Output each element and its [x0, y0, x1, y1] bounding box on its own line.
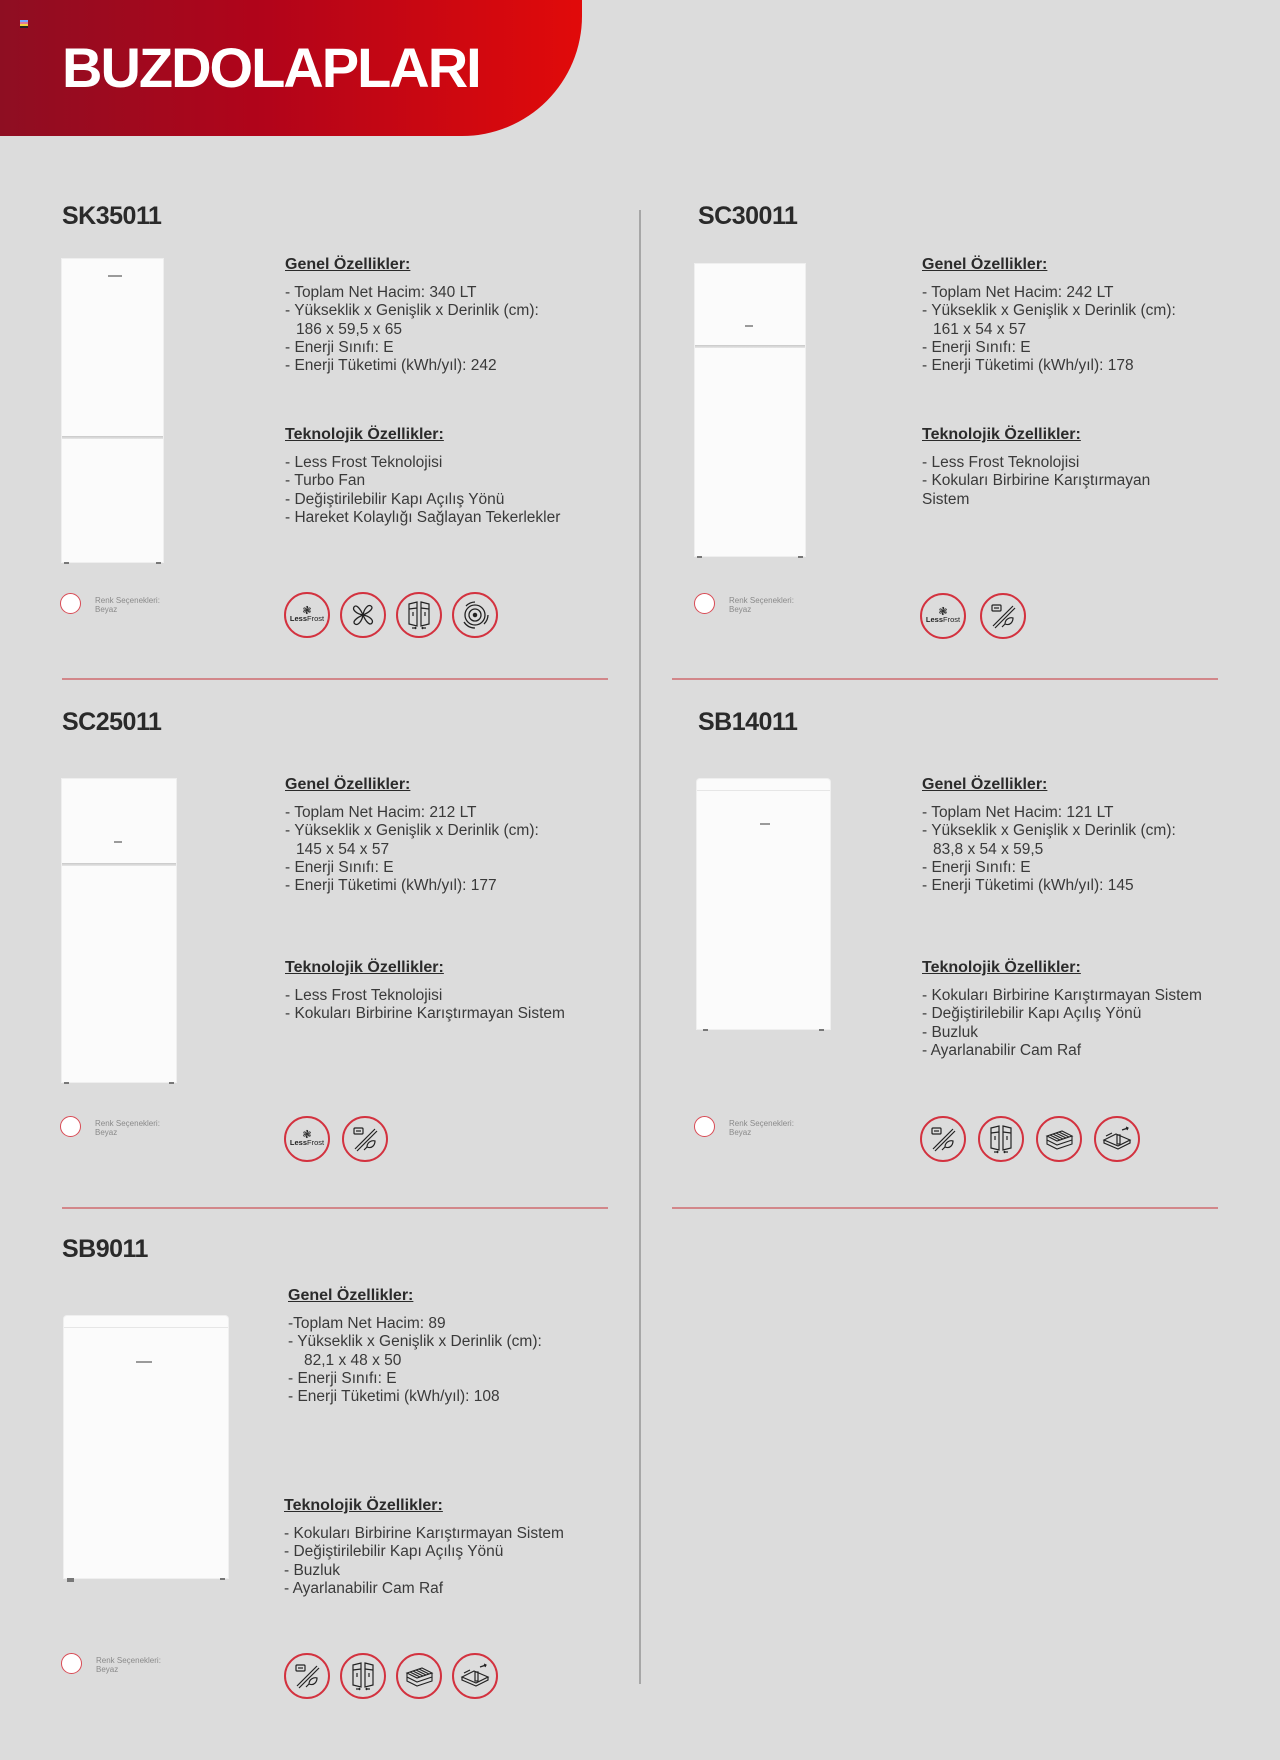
- tech-specs: [922, 426, 1150, 509]
- tech-specs: [285, 426, 560, 527]
- less-frost-icon: ❃ LessFrost: [920, 593, 966, 639]
- tech-item: - Buzluk: [284, 1561, 340, 1579]
- spec-dimensions: 83,8 x 54 x 59,5: [933, 840, 1044, 858]
- color-options-label: Renk Seçenekleri:: [95, 596, 160, 605]
- color-value: Beyaz: [729, 605, 752, 614]
- page-header-banner: [0, 0, 582, 136]
- model-name: SB14011: [698, 708, 798, 736]
- general-heading: Genel Özellikler:: [922, 776, 1048, 793]
- odor-separation-icon: [284, 1653, 330, 1699]
- tech-item: - Less Frost Teknolojisi: [922, 454, 1080, 472]
- spec-energy-class: - Enerji Sınıfı: E: [288, 1369, 397, 1387]
- product-card-sc25011: [62, 708, 622, 1188]
- reversible-door-icon: [396, 592, 442, 638]
- tech-item: - Ayarlanabilir Cam Raf: [922, 1041, 1082, 1059]
- spec-energy-class: - Enerji Sınıfı: E: [922, 338, 1031, 356]
- tech-item: - Less Frost Teknolojisi: [285, 987, 443, 1005]
- model-name: SC25011: [62, 708, 162, 736]
- spec-dimensions-label: - Yükseklik x Genişlik x Derinlik (cm):: [288, 1333, 542, 1351]
- spec-energy-class: - Enerji Sınıfı: E: [922, 858, 1031, 876]
- feature-icons: [284, 1116, 388, 1162]
- tech-heading: Teknolojik Özellikler:: [285, 426, 444, 443]
- tech-heading: Teknolojik Özellikler:: [285, 959, 444, 976]
- tech-item: - Kokuları Birbirine Karıştırmayan: [922, 472, 1151, 490]
- fridge-image: [697, 779, 830, 1029]
- color-swatch-white[interactable]: [60, 593, 81, 614]
- spec-volume: - Toplam Net Hacim: 242 LT: [922, 284, 1114, 302]
- model-name: SC30011: [698, 202, 798, 230]
- tech-heading: Teknolojik Özellikler:: [284, 1497, 443, 1514]
- tech-item: Sistem: [922, 490, 970, 508]
- spec-dimensions: 186 x 59,5 x 65: [296, 320, 402, 338]
- tech-item: - Değiştirilebilir Kapı Açılış Yönü: [922, 1005, 1142, 1023]
- feature-icons: [284, 1653, 498, 1699]
- row-divider: [62, 1207, 608, 1209]
- tech-heading: Teknolojik Özellikler:: [922, 426, 1081, 443]
- spec-energy-consumption: - Enerji Tüketimi (kWh/yıl): 178: [922, 357, 1134, 375]
- wheels-icon: [452, 592, 498, 638]
- color-options-label: Renk Seçenekleri:: [95, 1119, 160, 1128]
- product-card-sk35011: [62, 202, 622, 682]
- column-divider: [639, 210, 641, 1684]
- tech-item: - Değiştirilebilir Kapı Açılış Yönü: [285, 490, 505, 508]
- tech-item: - Turbo Fan: [285, 472, 366, 490]
- color-value: Beyaz: [95, 1128, 118, 1137]
- general-heading: Genel Özellikler:: [285, 776, 411, 793]
- odor-separation-icon: [980, 593, 1026, 639]
- reversible-door-icon: [340, 1653, 386, 1699]
- spec-dimensions: 145 x 54 x 57: [296, 840, 390, 858]
- color-swatch-white[interactable]: [694, 593, 715, 614]
- spec-dimensions-label: - Yükseklik x Genişlik x Derinlik (cm):: [285, 822, 539, 840]
- color-swatch-white[interactable]: [694, 1116, 715, 1137]
- spec-energy-consumption: - Enerji Tüketimi (kWh/yıl): 242: [285, 357, 497, 375]
- odor-separation-icon: [920, 1116, 966, 1162]
- spec-volume: -Toplam Net Hacim: 89: [288, 1315, 446, 1333]
- spec-dimensions-label: - Yükseklik x Genişlik x Derinlik (cm):: [922, 822, 1176, 840]
- color-options: [694, 1116, 794, 1137]
- tech-item: - Değiştirilebilir Kapı Açılış Yönü: [284, 1543, 504, 1561]
- spec-energy-class: - Enerji Sınıfı: E: [285, 858, 394, 876]
- ice-tray-icon: [1036, 1116, 1082, 1162]
- spec-volume: - Toplam Net Hacim: 121 LT: [922, 804, 1114, 822]
- model-name: SK35011: [62, 202, 162, 230]
- less-frost-icon: ❃ LessFrost: [284, 592, 330, 638]
- tech-item: - Kokuları Birbirine Karıştırmayan Sistem: [285, 1005, 565, 1023]
- model-name: SB9011: [62, 1235, 148, 1263]
- color-options-label: Renk Seçenekleri:: [729, 596, 794, 605]
- spec-dimensions: 82,1 x 48 x 50: [304, 1351, 402, 1369]
- general-specs: [288, 1287, 542, 1406]
- feature-icons: [284, 592, 498, 638]
- color-options: [60, 593, 160, 614]
- color-options: [61, 1653, 161, 1674]
- general-specs: [285, 776, 539, 895]
- general-heading: Genel Özellikler:: [922, 256, 1048, 273]
- fridge-image: [62, 779, 176, 1082]
- product-card-sc30011: [698, 202, 1258, 682]
- spec-dimensions-label: - Yükseklik x Genişlik x Derinlik (cm):: [285, 302, 539, 320]
- product-card-sb9011: [62, 1235, 622, 1715]
- fridge-image: [695, 264, 805, 556]
- odor-separation-icon: [342, 1116, 388, 1162]
- adjustable-glass-shelf-icon: [452, 1653, 498, 1699]
- product-card-sb14011: [698, 708, 1258, 1188]
- general-heading: Genel Özellikler:: [285, 256, 411, 273]
- tech-item: - Buzluk: [922, 1023, 978, 1041]
- feature-icons: [920, 593, 1026, 639]
- spec-dimensions-label: - Yükseklik x Genişlik x Derinlik (cm):: [922, 302, 1176, 320]
- general-heading: Genel Özellikler:: [288, 1287, 414, 1304]
- turbo-fan-icon: [340, 592, 386, 638]
- spec-energy-class: - Enerji Sınıfı: E: [285, 338, 394, 356]
- flag-icon: [20, 20, 28, 28]
- spec-energy-consumption: - Enerji Tüketimi (kWh/yıl): 177: [285, 877, 497, 895]
- tech-item: - Hareket Kolaylığı Sağlayan Tekerlekler: [285, 508, 561, 526]
- general-specs: [922, 256, 1176, 375]
- tech-item: - Kokuları Birbirine Karıştırmayan Sistem: [284, 1525, 564, 1543]
- adjustable-glass-shelf-icon: [1094, 1116, 1140, 1162]
- color-options-label: Renk Seçenekleri:: [729, 1119, 794, 1128]
- ice-tray-icon: [396, 1653, 442, 1699]
- color-swatch-white[interactable]: [61, 1653, 82, 1674]
- spec-volume: - Toplam Net Hacim: 340 LT: [285, 284, 477, 302]
- color-options: [694, 593, 794, 614]
- general-specs: [922, 776, 1176, 895]
- spec-energy-consumption: - Enerji Tüketimi (kWh/yıl): 108: [288, 1388, 500, 1406]
- tech-specs: [285, 959, 565, 1024]
- color-options: [60, 1116, 160, 1137]
- less-frost-icon: ❃ LessFrost: [284, 1116, 330, 1162]
- color-value: Beyaz: [95, 605, 118, 614]
- tech-specs: [922, 959, 1202, 1060]
- feature-icons: [920, 1116, 1140, 1162]
- color-options-label: Renk Seçenekleri:: [96, 1656, 161, 1665]
- tech-heading: Teknolojik Özellikler:: [922, 959, 1081, 976]
- spec-volume: - Toplam Net Hacim: 212 LT: [285, 804, 477, 822]
- color-swatch-white[interactable]: [60, 1116, 81, 1137]
- tech-specs: [284, 1497, 564, 1598]
- fridge-image: [62, 259, 163, 562]
- fridge-image: [64, 1316, 228, 1578]
- spec-energy-consumption: - Enerji Tüketimi (kWh/yıl): 145: [922, 877, 1134, 895]
- row-divider: [672, 1207, 1218, 1209]
- color-value: Beyaz: [96, 1665, 119, 1674]
- page-title: BUZDOLAPLARI: [62, 36, 480, 99]
- tech-item: - Ayarlanabilir Cam Raf: [284, 1579, 444, 1597]
- tech-item: - Less Frost Teknolojisi: [285, 454, 443, 472]
- tech-item: - Kokuları Birbirine Karıştırmayan Sistem: [922, 987, 1202, 1005]
- spec-dimensions: 161 x 54 x 57: [933, 320, 1027, 338]
- color-value: Beyaz: [729, 1128, 752, 1137]
- general-specs: [285, 256, 539, 375]
- reversible-door-icon: [978, 1116, 1024, 1162]
